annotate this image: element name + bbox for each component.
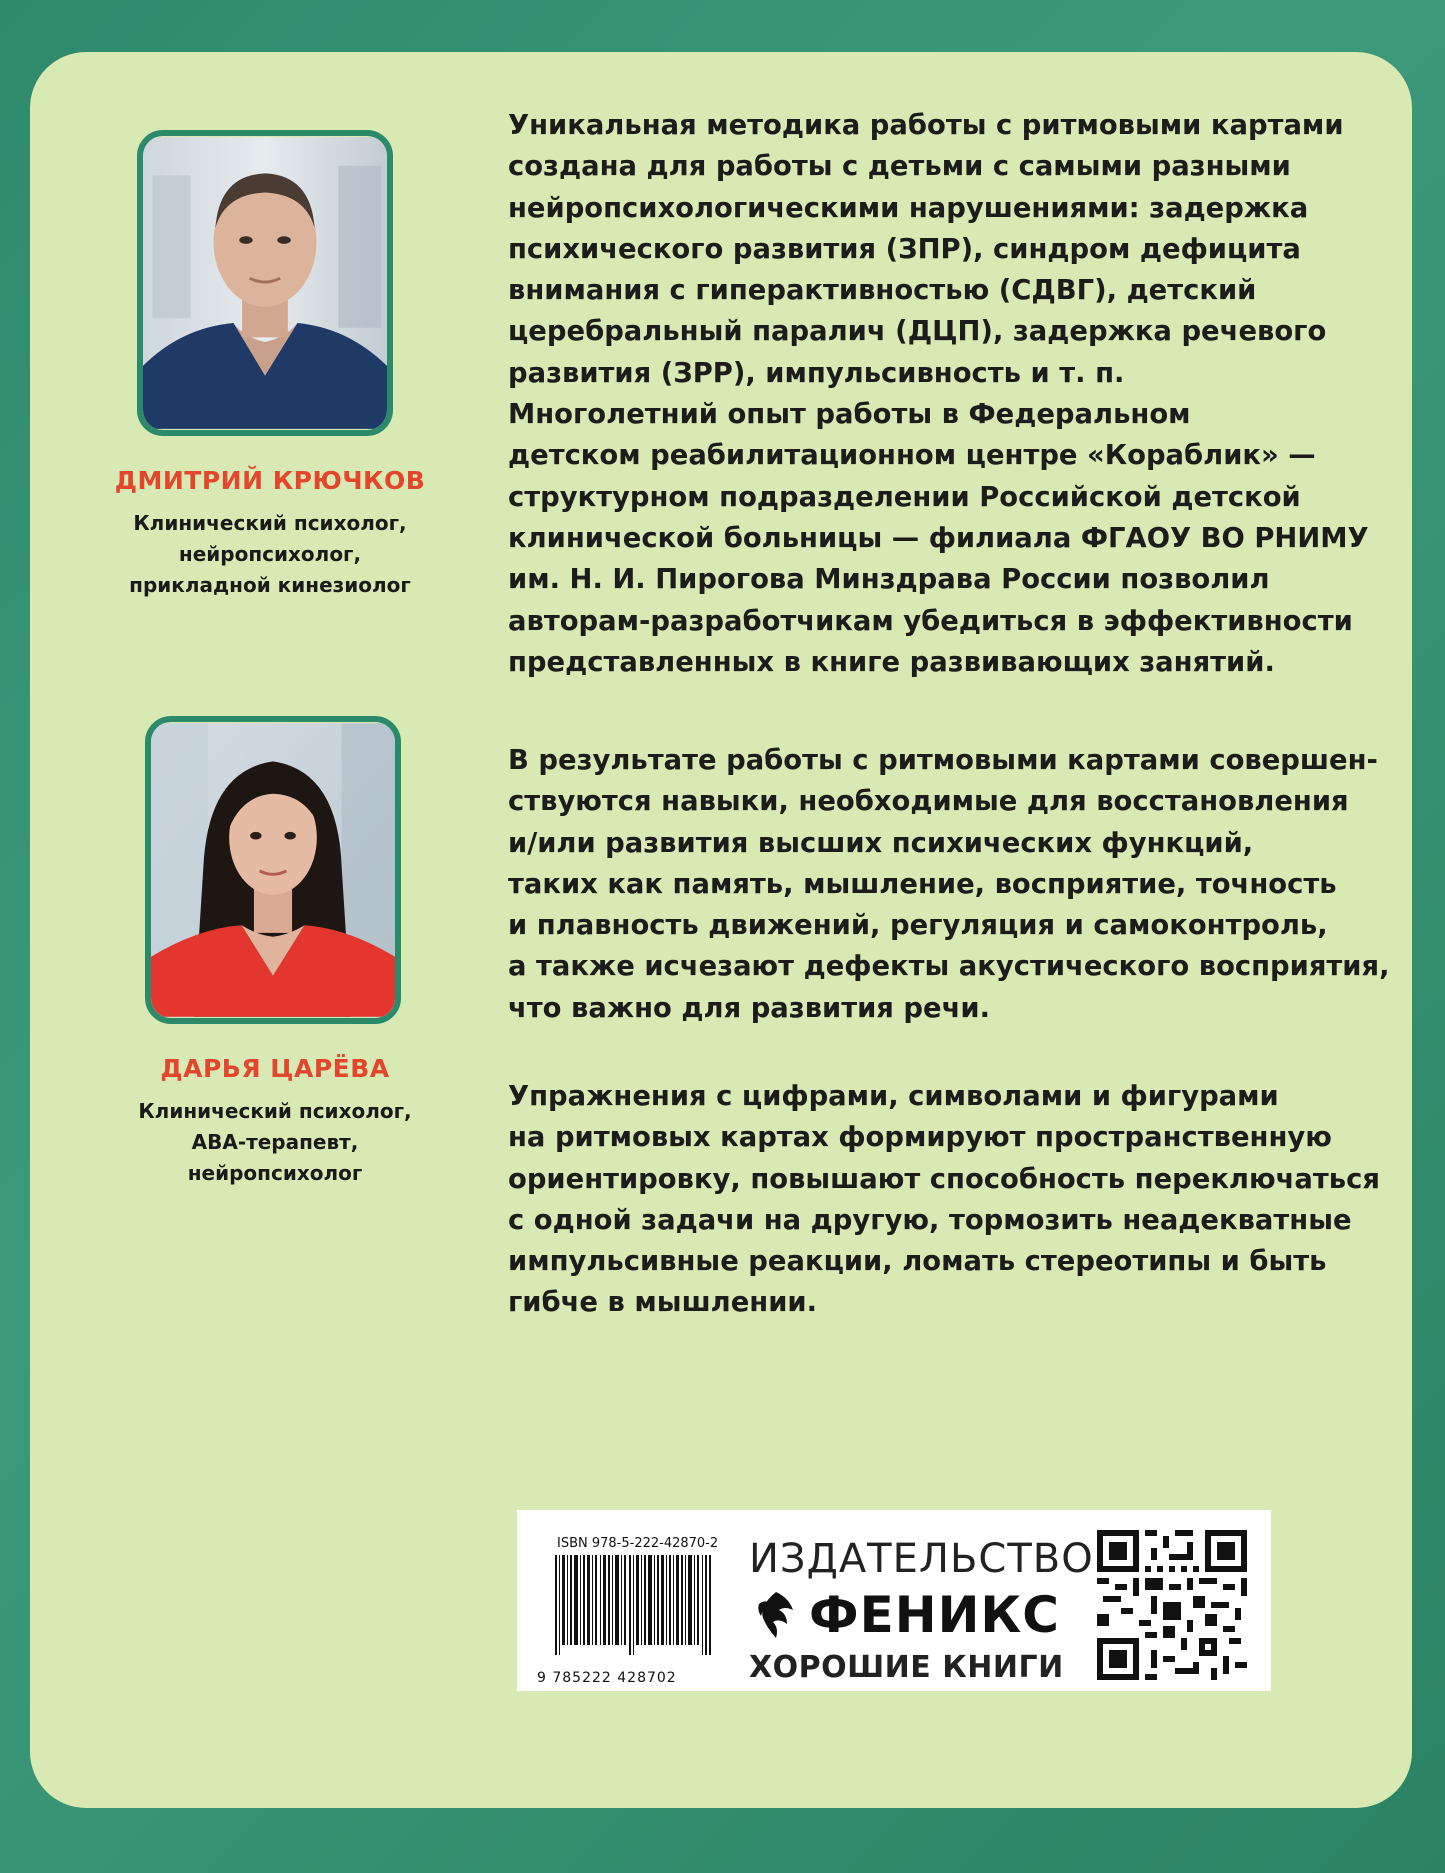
paragraph-1-line: внимания с гиперактивностью (СДВГ), детский — [508, 275, 1257, 307]
paragraph-1-line: авторам-разработчикам убедиться в эффективности — [508, 605, 1353, 637]
author-name-2: ДАРЬЯ ЦАРЁВА — [160, 1054, 390, 1083]
paragraph-3-line: гибче в мышлении. — [508, 1287, 818, 1319]
barcode-image — [555, 1555, 711, 1655]
isbn-label: ISBN 978-5-222-42870-2 — [557, 1536, 719, 1551]
author-photo-2 — [145, 716, 401, 1024]
paragraph-1-line: создана для работы с детьми с самыми разными — [508, 151, 1291, 183]
paragraph-1-line: нейропсихологическими нарушениями: задержка — [508, 192, 1309, 224]
author-photo-2-image — [151, 722, 395, 1018]
paragraph-1-line: им. Н. И. Пирогова Минздрава России позволил — [508, 564, 1270, 596]
paragraph-1-line: структурном подразделении Российской детской — [508, 481, 1301, 513]
paragraph-3-line: с одной задачи на другую, тормозить неадекватные — [508, 1204, 1352, 1236]
paragraph-1-line: психического развития (ЗПР), синдром дефицита — [508, 233, 1301, 265]
paragraph-1-line: детском реабилитационном центре «Кораблик» — — [508, 440, 1316, 472]
author-photo-1 — [137, 130, 393, 436]
publisher-box — [517, 1510, 1271, 1691]
qr-code-image — [1097, 1530, 1247, 1680]
paragraph-1-line: представленных в книге развивающих занятий. — [508, 646, 1275, 678]
author-role-2 — [105, 1096, 445, 1189]
publisher-slogan: ХОРОШИЕ КНИГИ — [749, 1650, 1064, 1685]
description-paragraph-1 — [508, 105, 1369, 683]
author-role-1 — [100, 508, 440, 601]
paragraph-1-line: развития (ЗРР), импульсивность и т. п. — [508, 357, 1125, 389]
paragraph-3-line: на ритмовых картах формируют пространственную — [508, 1122, 1332, 1154]
paragraph-1-line: Многолетний опыт работы в Федеральном — [508, 399, 1191, 431]
author-name-1: ДМИТРИЙ КРЮЧКОВ — [114, 466, 426, 495]
phoenix-logo-icon — [749, 1588, 803, 1642]
author-role-1-line-3: прикладной кинезиолог — [129, 573, 411, 597]
paragraph-1-line: Уникальная методика работы с ритмовыми картами — [508, 110, 1344, 141]
publisher-logo — [749, 1586, 1060, 1644]
paragraph-3-line: Упражнения с цифрами, символами и фигурами — [508, 1081, 1279, 1112]
barcode-digits: 9 785222 428702 — [537, 1670, 677, 1686]
description-paragraph-3 — [508, 1076, 1380, 1324]
paragraph-2-line: таких как память, мышление, восприятие, точность — [508, 868, 1337, 900]
author-role-2-line-1: Клинический психолог, — [138, 1099, 412, 1123]
paragraph-3-line: ориентировку, повышают способность переключаться — [508, 1163, 1380, 1195]
paragraph-2-line: а также исчезают дефекты акустического восприятия, — [508, 951, 1390, 983]
paragraph-2-line: В результате работы с ритмовыми картами совершен- — [508, 745, 1378, 776]
description-paragraph-2 — [508, 740, 1390, 1029]
paragraph-1-line: церебральный паралич (ДЦП), задержка речевого — [508, 316, 1327, 348]
author-role-2-line-3: нейропсихолог — [187, 1161, 363, 1185]
publisher-name: ФЕНИКС — [809, 1586, 1060, 1644]
paragraph-2-line: что важно для развития речи. — [508, 992, 990, 1024]
publisher-house-label: ИЗДАТЕЛЬСТВО — [749, 1536, 1094, 1582]
author-role-1-line-2: нейропсихолог, — [178, 542, 362, 566]
author-role-1-line-1: Клинический психолог, — [133, 511, 407, 535]
paragraph-2-line: и/или развития высших психических функций, — [508, 827, 1254, 859]
author-photo-1-image — [143, 136, 387, 430]
paragraph-2-line: и плавность движений, регуляция и самоконтроль, — [508, 910, 1328, 942]
author-role-2-line-2: АВА-терапевт, — [191, 1130, 359, 1154]
paragraph-2-line: ствуются навыки, необходимые для восстановления — [508, 786, 1349, 818]
paragraph-1-line: клинической больницы — филиала ФГАОУ ВО РНИМУ — [508, 522, 1369, 554]
paragraph-3-line: импульсивные реакции, ломать стереотипы и быть — [508, 1246, 1327, 1278]
